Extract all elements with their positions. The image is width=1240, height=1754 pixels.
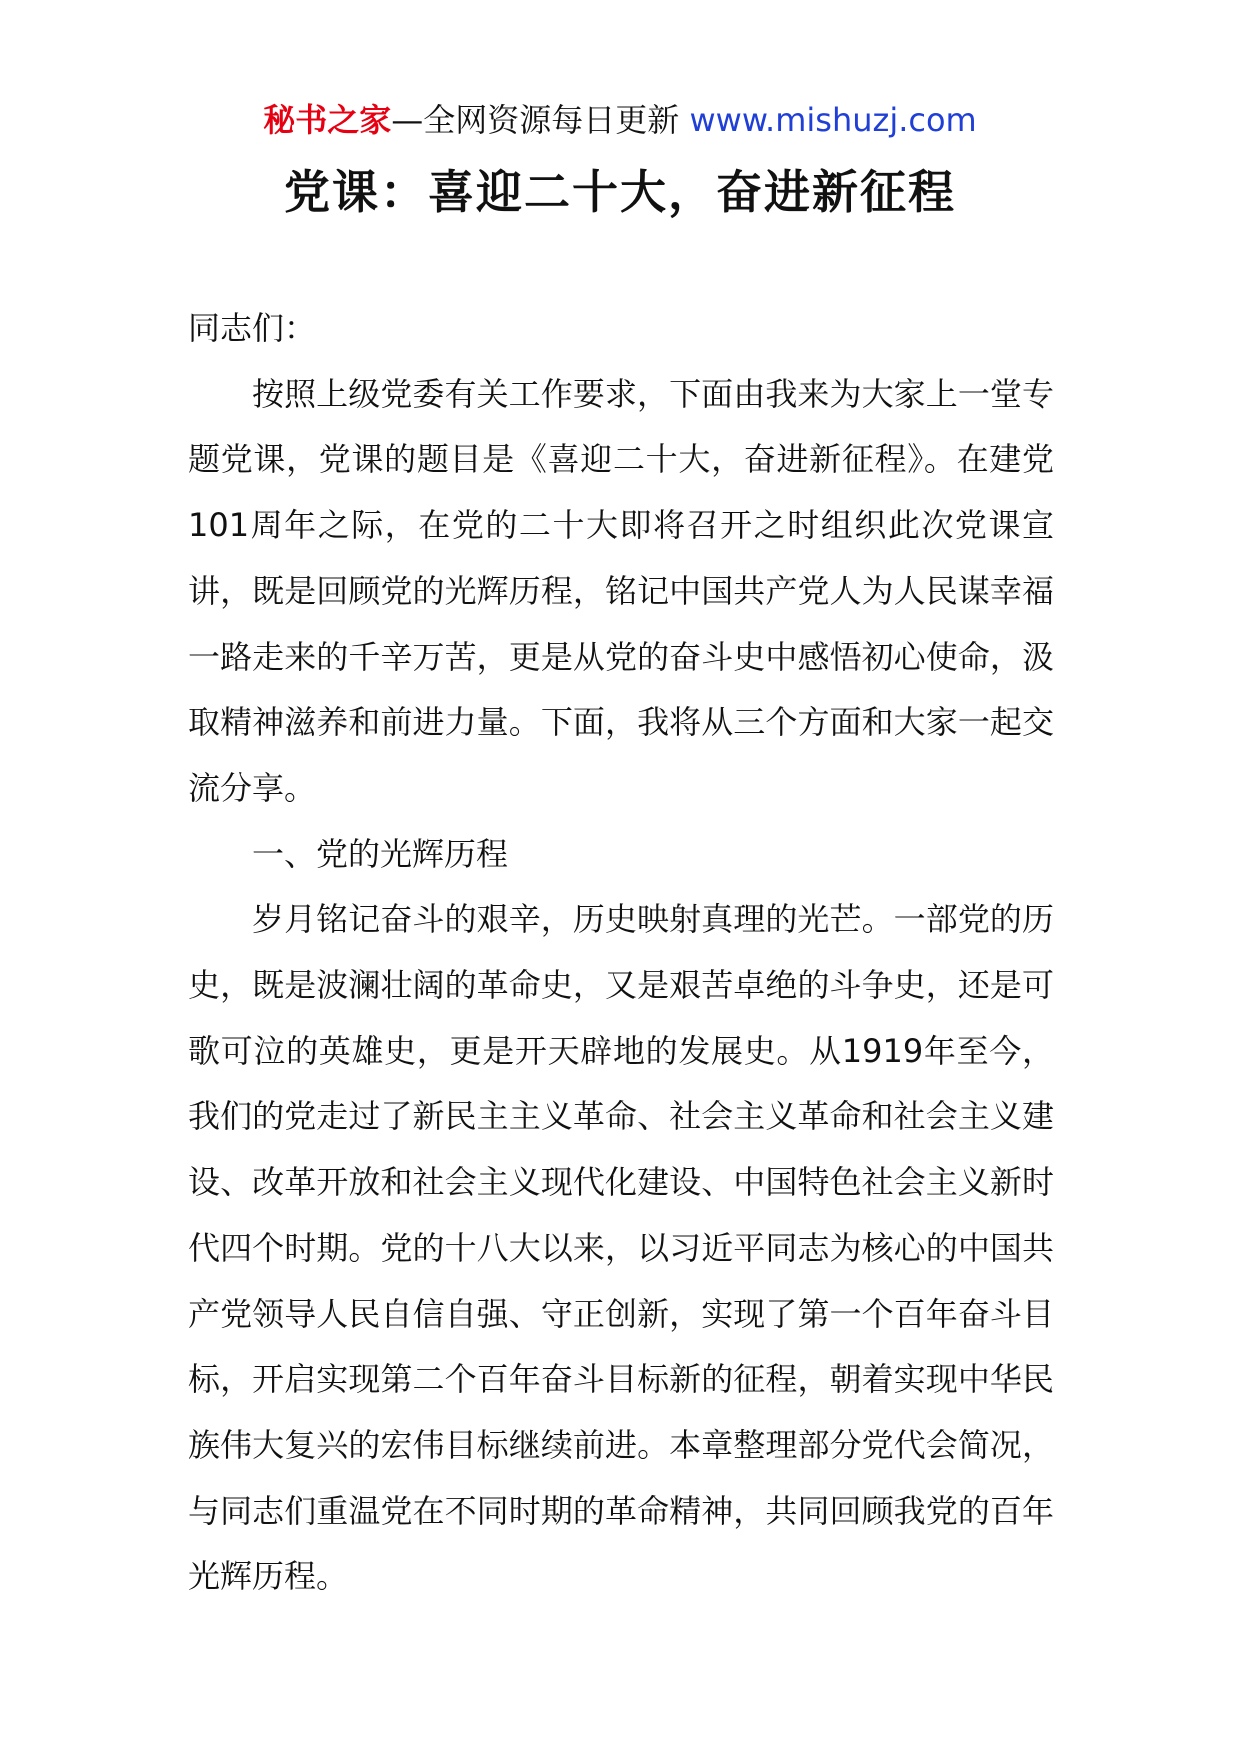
document-body [188,296,1054,1610]
site-header [0,98,1240,142]
salutation: 同志们： [188,309,317,347]
site-url-link[interactable]: www.mishuzj.com [689,101,977,139]
header-tagline: —全网资源每日更新 [391,101,690,139]
document-title: 党课：喜迎二十大，奋进新征程 [284,165,956,219]
section-heading: 一、党的光辉历程 [252,834,509,873]
intro-paragraph: 按照上级党委有关工作要求，下面由我来为大家上一堂专题党课，党课的题目是《喜迎二十大，奋进新征程》。在建党101周年之际，在党的二十大即将召开之时组织此次党课宣讲，既是回顾党的光辉历程，铭记中国共产党人为人民谋幸福一路走来的千辛万苦，更是从党的奋斗史中感悟初心使命，汲取精神滋养和前进力量。下面，我将从三个方面和大家一起交流分享。 [188,374,1054,807]
brand-name: 秘书之家 [263,101,392,139]
section-paragraph: 岁月铭记奋斗的艰辛，历史映射真理的光芒。一部党的历史，既是波澜壮阔的革命史，又是艰苦卓绝的斗争史，还是可歌可泣的英雄史，更是开天辟地的发展史。从1919年至今，我们的党走过了新民主主义革命、社会主义革命和社会主义建设、改革开放和社会主义现代化建设、中国特色社会主义新时代四个时期。党的十八大以来，以习近平同志为核心的中国共产党领导人民自信自强、守正创新，实现了第一个百年奋斗目标，开启实现第二个百年奋斗目标新的征程，朝着实现中华民族伟大复兴的宏伟目标继续前进。本章整理部分党代会简况，与同志们重温党在不同时期的革命精神，共同回顾我党的百年光辉历程。 [188,900,1054,1596]
